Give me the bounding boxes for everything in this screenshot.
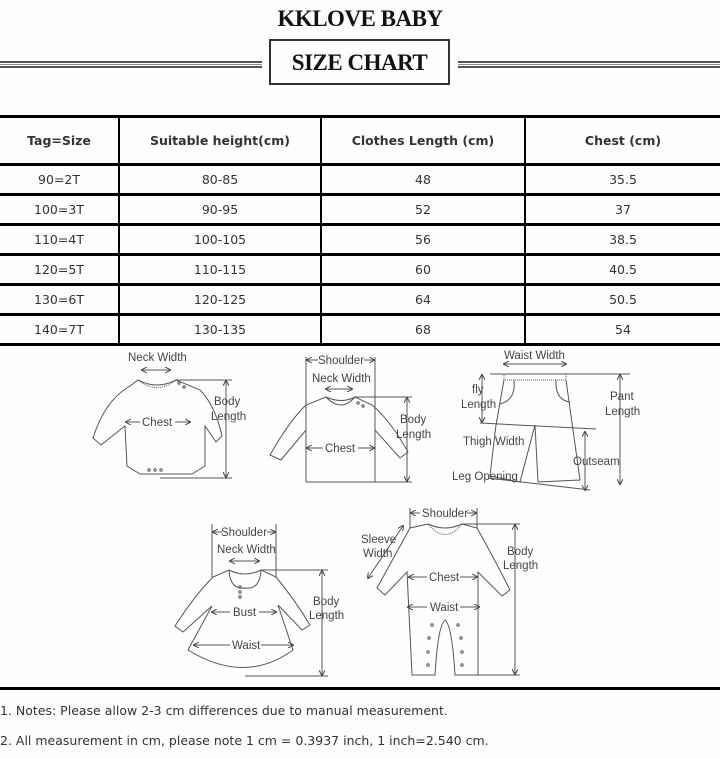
label-chest: Chest <box>142 417 173 429</box>
label-neck-width: Neck Width <box>217 544 276 556</box>
column-header-height: Suitable height(cm) <box>119 117 321 165</box>
label-waist: Waist <box>430 602 459 614</box>
label-body: Body <box>214 396 241 408</box>
size-chart-title: SIZE CHART <box>269 39 450 85</box>
label-fly: fly <box>472 384 484 396</box>
cell-clothes-length: 64 <box>321 285 525 315</box>
label-fly-length: Length <box>461 399 497 411</box>
table-row <box>0 225 720 255</box>
cell-chest: 35.5 <box>525 165 720 195</box>
cell-tag-size: 120=5T <box>0 255 119 285</box>
label-shoulder: Shoulder <box>221 527 268 539</box>
label-bust: Bust <box>233 607 257 619</box>
table-header-row <box>0 117 720 165</box>
label-leg-opening: Leg Opening <box>452 471 518 483</box>
label-width: Width <box>363 548 393 560</box>
cell-height: 80-85 <box>119 165 321 195</box>
size-table <box>0 115 720 346</box>
bodysuit-diagram <box>93 352 246 478</box>
label-pant-length: Length <box>605 406 641 418</box>
cell-height: 100-105 <box>119 225 321 255</box>
table-row <box>0 165 720 195</box>
label-body: Body <box>507 546 534 558</box>
label-neck-width: Neck Width <box>128 352 187 364</box>
column-header-chest: Chest (cm) <box>525 117 720 165</box>
divider-left <box>0 61 262 68</box>
label-length: Length <box>309 610 345 622</box>
measurement-diagrams <box>0 345 720 687</box>
divider-right <box>458 61 720 68</box>
cell-chest: 54 <box>525 315 720 345</box>
label-shoulder: Shoulder <box>318 355 365 367</box>
cell-height: 90-95 <box>119 195 321 225</box>
note-1: 1. Notes: Please allow 2-3 cm differences due to manual measurement. <box>0 703 448 718</box>
label-pant: Pant <box>610 391 634 403</box>
column-header-tag-size: Tag=Size <box>0 117 119 165</box>
label-length: Length <box>211 411 247 423</box>
label-waist: Waist <box>232 640 261 652</box>
table-row <box>0 285 720 315</box>
dress-diagram <box>175 524 344 676</box>
label-thigh-width: Thigh Width <box>463 436 525 448</box>
romper-diagram <box>361 508 538 675</box>
cell-chest: 37 <box>525 195 720 225</box>
table-row <box>0 255 720 285</box>
cell-chest: 50.5 <box>525 285 720 315</box>
cell-clothes-length: 60 <box>321 255 525 285</box>
brand-title: KKLOVE BABY <box>277 6 443 31</box>
divider-bottom <box>0 687 720 690</box>
table-row <box>0 315 720 345</box>
cell-height: 130-135 <box>119 315 321 345</box>
cell-chest: 40.5 <box>525 255 720 285</box>
cell-clothes-length: 56 <box>321 225 525 255</box>
cell-clothes-length: 52 <box>321 195 525 225</box>
pants-diagram <box>452 350 640 490</box>
label-shoulder: Shoulder <box>422 508 469 520</box>
cell-tag-size: 90=2T <box>0 165 119 195</box>
cell-tag-size: 110=4T <box>0 225 119 255</box>
cell-clothes-length: 68 <box>321 315 525 345</box>
table-row <box>0 195 720 225</box>
label-chest: Chest <box>325 443 356 455</box>
label-sleeve: Sleeve <box>361 534 397 546</box>
cell-tag-size: 100=3T <box>0 195 119 225</box>
label-body: Body <box>400 414 427 426</box>
cell-tag-size: 140=7T <box>0 315 119 345</box>
label-length: Length <box>396 429 432 441</box>
column-header-clothes-length: Clothes Length (cm) <box>321 117 525 165</box>
label-chest: Chest <box>429 572 460 584</box>
label-length: Length <box>503 560 539 572</box>
cell-height: 120-125 <box>119 285 321 315</box>
label-outseam: Outseam <box>573 456 620 468</box>
note-2: 2. All measurement in cm, please note 1 cm = 0.3937 inch, 1 inch=2.540 cm. <box>0 733 489 748</box>
cell-clothes-length: 48 <box>321 165 525 195</box>
label-waist-width: Waist Width <box>504 350 565 362</box>
cell-chest: 38.5 <box>525 225 720 255</box>
label-body: Body <box>313 596 340 608</box>
label-neck-width: Neck Width <box>312 373 371 385</box>
cell-tag-size: 130=6T <box>0 285 119 315</box>
sweater-diagram <box>270 355 431 482</box>
cell-height: 110-115 <box>119 255 321 285</box>
